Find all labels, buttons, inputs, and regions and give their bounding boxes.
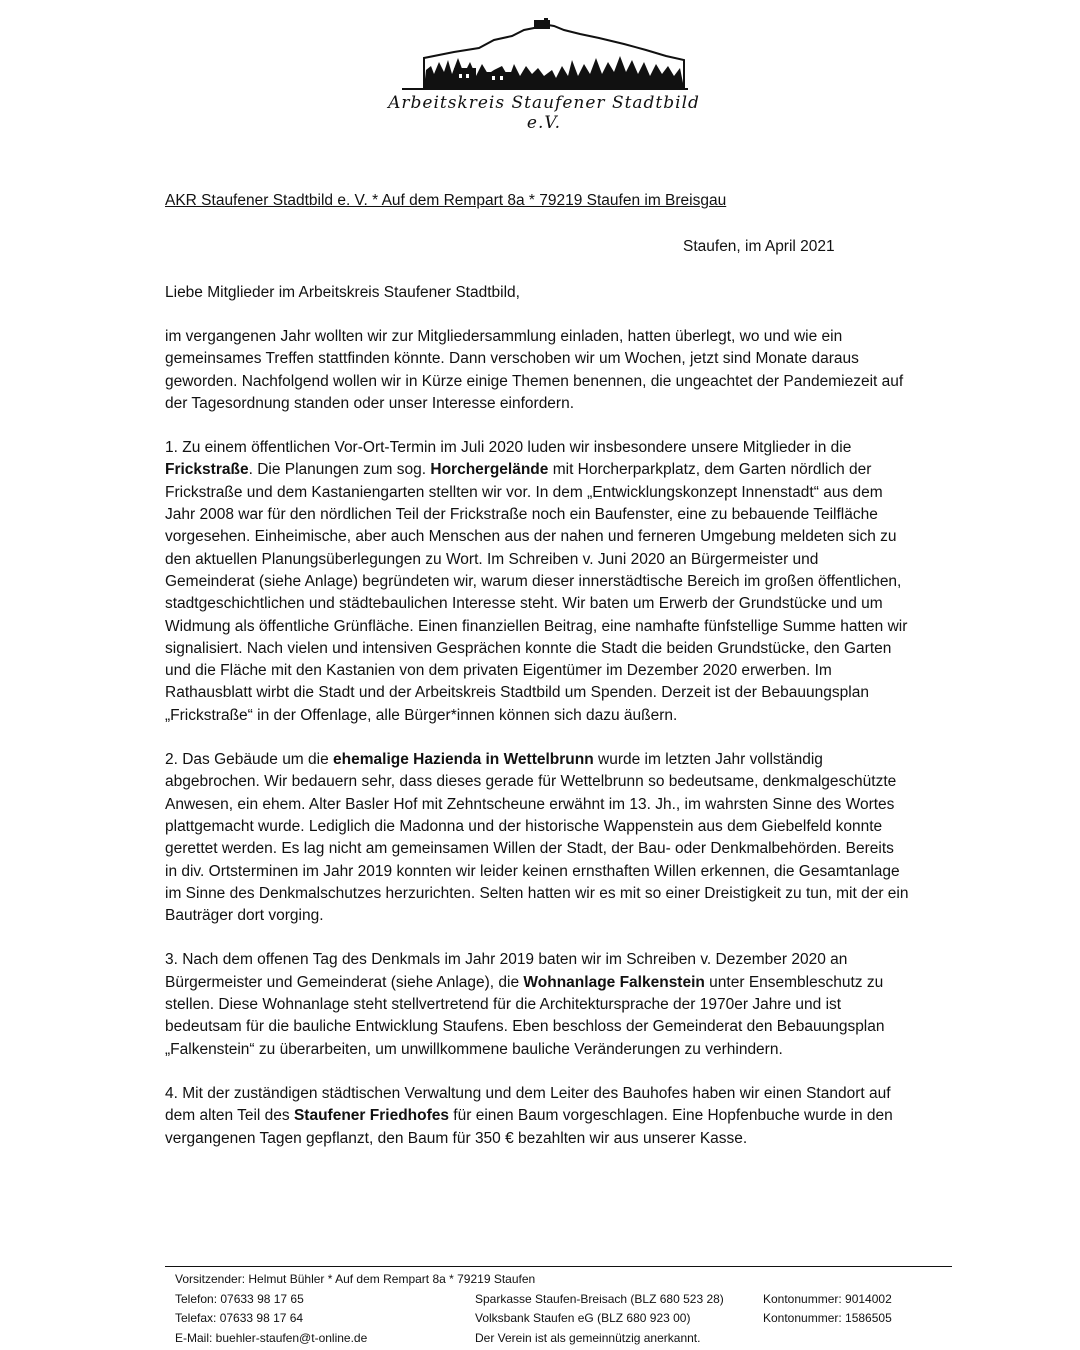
bold-hazienda: ehemalige Hazienda in Wettelbrunn	[333, 751, 594, 769]
footer-charity: Der Verein ist als gemeinnützig anerkannt.	[475, 1330, 701, 1345]
paragraph-2: 2. Das Gebäude um die ehemalige Hazienda in Wettelbrunn wurde im letzten Jahr vollständig abgebrochen. Wir bedauern sehr, dass dieses gerade für Wettelbrunn so bedeutsame, denkmalgeschützte Anwesen, ein ehem. Alter Basler Hof mit Zehntscheune erwähnt im 13. Jh., im wahrsten Sinne des Wortes plattgemacht wurde. Lediglich die Madonna und der historische Wappenstein aus dem Giebelfeld konnte gerettet werden. Es lag nicht am gemeinsamen Willen der Stadt, der Bau- oder Denkmalbehörden. Bereits in div. Ortsterminen im Jahr 2019 konnten wir leider keinen ernsthaften Willen erkennen, die Gesamtanlage im Sinne des Denkmalschutzes herzurichten. Selten hatten wir es mit so einer Dreistigkeit zu tun, mit der ein Bauträger dort vorging.	[165, 751, 909, 925]
footer-bank-1-account: Kontonummer: 9014002	[763, 1291, 892, 1306]
footer-email: E-Mail: buehler-staufen@t-online.de	[175, 1330, 368, 1345]
intro-paragraph: im vergangenen Jahr wollten wir zur Mitgliedersammlung einladen, hatten überlegt, wo und wie ein gemeinsames Treffen stattfinden könnte. Dann verschoben wir um Wochen, jetzt sind Monate daraus geworden. Nachfolgend wollen wir in Kürze einige Themen benennen, die ungeachtet der Pandemiezeit auf der Tagesordnung standen oder unser Interesse einfordern.	[165, 328, 904, 412]
salutation: Liebe Mitglieder im Arbeitskreis Staufener Stadtbild,	[165, 284, 520, 301]
letter-date: Staufen, im April 2021	[683, 238, 835, 255]
footer-contact	[175, 1270, 536, 1348]
paragraph-4: 4. Mit der zuständigen städtischen Verwaltung und dem Leiter des Bauhofes haben wir einen Standort auf dem alten Teil des Staufener Friedhofes für einen Baum vorgeschlagen. Eine Hopfenbuche wurde in den vergangenen Tagen gepflanzt, den Baum für 350 € bezahlten wir aus unserer Kasse.	[165, 1084, 893, 1147]
footer-bank-2: Volksbank Staufen eG (BLZ 680 923 00) Kontonummer: 1586505	[475, 1309, 915, 1329]
footer-bank-2-account: Kontonummer: 1586505	[763, 1311, 892, 1325]
bold-horchergelaende: Horchergelände	[430, 461, 549, 479]
footer-bank-1: Sparkasse Staufen-Breisach (BLZ 680 523 28) Kontonummer: 9014002	[475, 1290, 915, 1310]
paragraph-1: 1. Zu einem öffentlichen Vor-Ort-Termin im Juli 2020 luden wir insbesondere unsere Mitglieder in die Frickstraße. Die Planungen zum sog. Horchergelände mit Horcherparkplatz, dem Garten nördlich der Frickstraße und dem Kastaniengarten stellten wir vor. In dem „Entwicklungskonzept Innenstadt“ aus dem Jahr 2008 war für den nördlichen Teil der Frickstraße noch ein Baufenster, eine zu bebauende Teilfläche vorgesehen. Einheimische, aber auch Menschen aus der nahen und ferneren Umgebung meldeten sich zu den aktuellen Planungsüberlegungen zu Wort. Im Schreiben v. Juni 2020 an Bürgermeister und Gemeinderat (siehe Anlage) begründeten wir, warum dieser innerstädtische Bereich im großen öffentlichen, stadtgeschichtlichen und städtebaulichen Interesse steht. Wir baten um Erwerb der Grundstücke und um Widmung als öffentliche Grünfläche. Einen finanziellen Beitrag, eine namhafte fünfstellige Summe hatten wir signalisiert. Nach vielen und intensiven Gesprächen konnte die Stadt die beiden Grundstücke, den Garten und die Fläche mit den Kastanien von dem privaten Eigentümer im Dezember 2020 erwerben. Im Rathausblatt wirbt die Stadt und der Arbeitskreis Stadtbild um Spenden. Derzeit ist der Bebauungsplan „Frickstraße“ in der Offenlage, alle Bürger*innen können sich dazu äußern.	[165, 439, 908, 724]
bold-frickstrasse: Frickstraße	[165, 461, 249, 479]
paragraph-3: 3. Nach dem offenen Tag des Denkmals im Jahr 2019 baten wir im Schreiben v. Dezember 2020 an Bürgermeister und Gemeinderat (siehe Anlage), die Wohnanlage Falkenstein unter Ensembleschutz zu stellen. Diese Wohnanlage steht stellvertretend für die Architektursprache der 1970er Jahre und ist bedeutsam für die bauliche Entwicklung Staufens. Eben beschloss der Gemeinderat den Bebauungsplan „Falkenstein“ zu überarbeiten, um unwillkommene bauliche Veränderungen zu verhindern.	[165, 951, 885, 1058]
sender-address-line: AKR Staufener Stadtbild e. V. * Auf dem Rempart 8a * 79219 Staufen im Breisgau	[165, 192, 727, 209]
letter-body	[165, 326, 910, 1172]
footer-phone: Telefon: 07633 98 17 65	[175, 1291, 304, 1306]
footer-fax: Telefax: 07633 98 17 64	[175, 1311, 304, 1325]
footer-chair: Vorsitzender: Helmut Bühler * Auf dem Rempart 8a * 79219 Staufen	[175, 1272, 536, 1286]
bold-friedhof: Staufener Friedhofes	[293, 1107, 449, 1125]
org-name: Arbeitskreis Staufener Stadtbild e.V.	[388, 93, 700, 133]
bold-falkenstein: Wohnanlage Falkenstein	[523, 973, 705, 991]
footer-bank	[475, 1290, 915, 1349]
footer-divider	[165, 1266, 952, 1267]
town-skyline-logo	[384, 18, 704, 93]
